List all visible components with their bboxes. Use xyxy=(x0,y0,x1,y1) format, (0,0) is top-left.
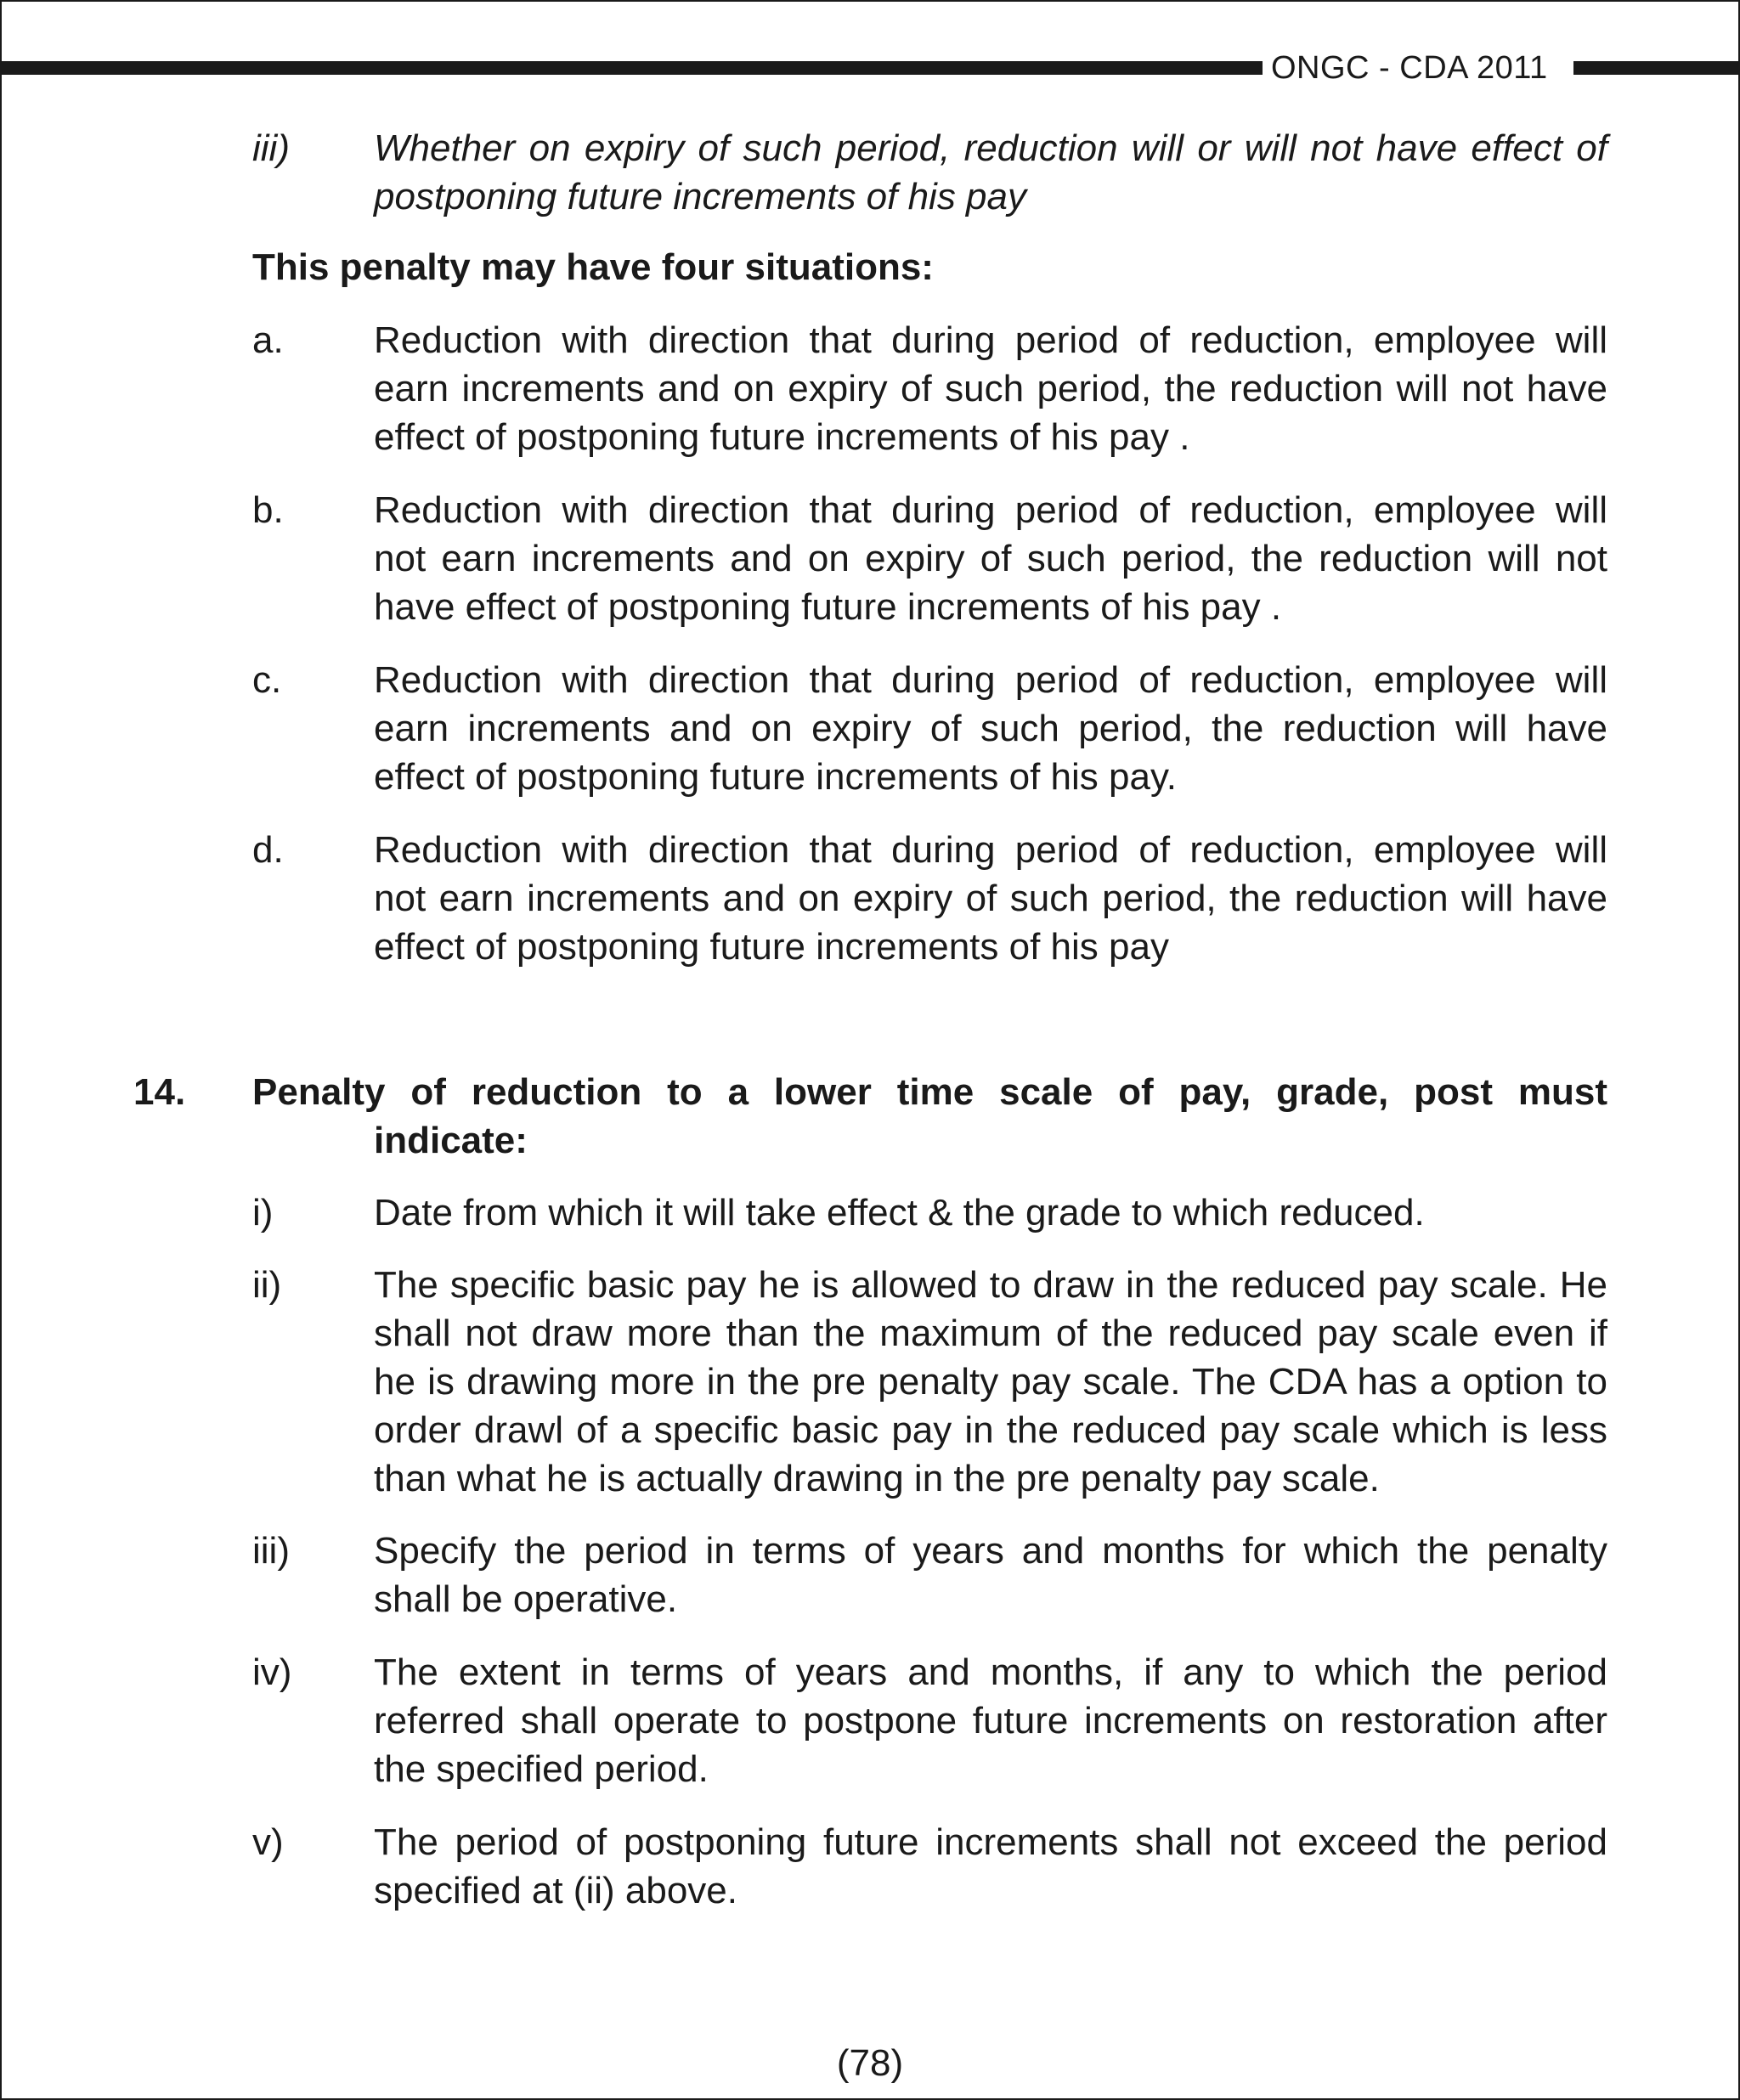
page-number: (78) xyxy=(836,2042,904,2084)
item-text-line: Date from which it will take effect & the grade to which reduced. xyxy=(374,1192,1425,1233)
item-label: i) xyxy=(252,1192,274,1233)
item-text-line: Reduction with direction that during period of reduction, employee will xyxy=(374,489,1607,531)
item-text-line: shall not draw more than the maximum of the reduced pay scale even if xyxy=(374,1312,1607,1354)
item-text-line: effect of postponing future increments of his pay . xyxy=(374,416,1190,458)
item-text-line: effect of postponing future increments of his pay. xyxy=(374,756,1177,798)
situations-heading: This penalty may have four situations: xyxy=(252,246,934,288)
item-text-line: Specify the period in terms of years and months for which the penalty xyxy=(374,1530,1607,1572)
item-text-line: he is drawing more in the pre penalty pay scale. The CDA has a option to xyxy=(374,1361,1607,1403)
item-text-line: earn increments and on expiry of such period, the reduction will not have xyxy=(374,368,1607,409)
item-text-line: Reduction with direction that during period of reduction, employee will xyxy=(374,659,1607,701)
item-label: b. xyxy=(252,489,284,531)
item-text-line: The period of postponing future increments shall not exceed the period xyxy=(374,1821,1607,1863)
item-text-line: The specific basic pay he is allowed to draw in the reduced pay scale. He xyxy=(374,1264,1607,1306)
header-title: ONGC - CDA 2011 xyxy=(1271,50,1548,86)
item-text-line: not earn increments and on expiry of such period, the reduction will have xyxy=(374,878,1607,919)
item-text-line: Reduction with direction that during period of reduction, employee will xyxy=(374,319,1607,361)
item-text-line: not earn increments and on expiry of such period, the reduction will not xyxy=(374,538,1607,579)
item-text-line: order drawl of a specific basic pay in the reduced pay scale which is less xyxy=(374,1409,1607,1451)
item-label: iii) xyxy=(252,1530,290,1572)
header-rule-right xyxy=(1573,61,1738,75)
item-label: c. xyxy=(252,659,282,701)
item-label: d. xyxy=(252,829,284,871)
header-rule-left xyxy=(2,61,1263,75)
item-label: iii) xyxy=(252,127,290,169)
item-label: a. xyxy=(252,319,284,361)
section-heading-line: Penalty of reduction to a lower time scale of pay, grade, post must xyxy=(252,1071,1607,1113)
item-text-line: referred shall operate to postpone future increments on restoration after xyxy=(374,1700,1607,1742)
item-text-line: earn increments and on expiry of such period, the reduction will have xyxy=(374,708,1607,749)
item-text-line: shall be operative. xyxy=(374,1578,678,1620)
section-heading-line: indicate: xyxy=(374,1120,528,1161)
item-text-line: specified at (ii) above. xyxy=(374,1870,737,1911)
item-text-line: Reduction with direction that during period of reduction, employee will xyxy=(374,829,1607,871)
item-text-line: the specified period. xyxy=(374,1748,709,1790)
item-label: iv) xyxy=(252,1651,292,1693)
section-number: 14. xyxy=(133,1071,186,1113)
item-text-line: have effect of postponing future increments of his pay . xyxy=(374,586,1282,628)
item-text-line: postponing future increments of his pay xyxy=(374,176,1027,217)
item-text-line: Whether on expiry of such period, reduction will or will not have effect of xyxy=(374,127,1607,169)
item-text-line: effect of postponing future increments of his pay xyxy=(374,926,1169,968)
item-text-line: than what he is actually drawing in the pre penalty pay scale. xyxy=(374,1458,1380,1499)
item-label: ii) xyxy=(252,1264,282,1306)
item-text-line: The extent in terms of years and months, if any to which the period xyxy=(374,1651,1607,1693)
item-label: v) xyxy=(252,1821,284,1863)
